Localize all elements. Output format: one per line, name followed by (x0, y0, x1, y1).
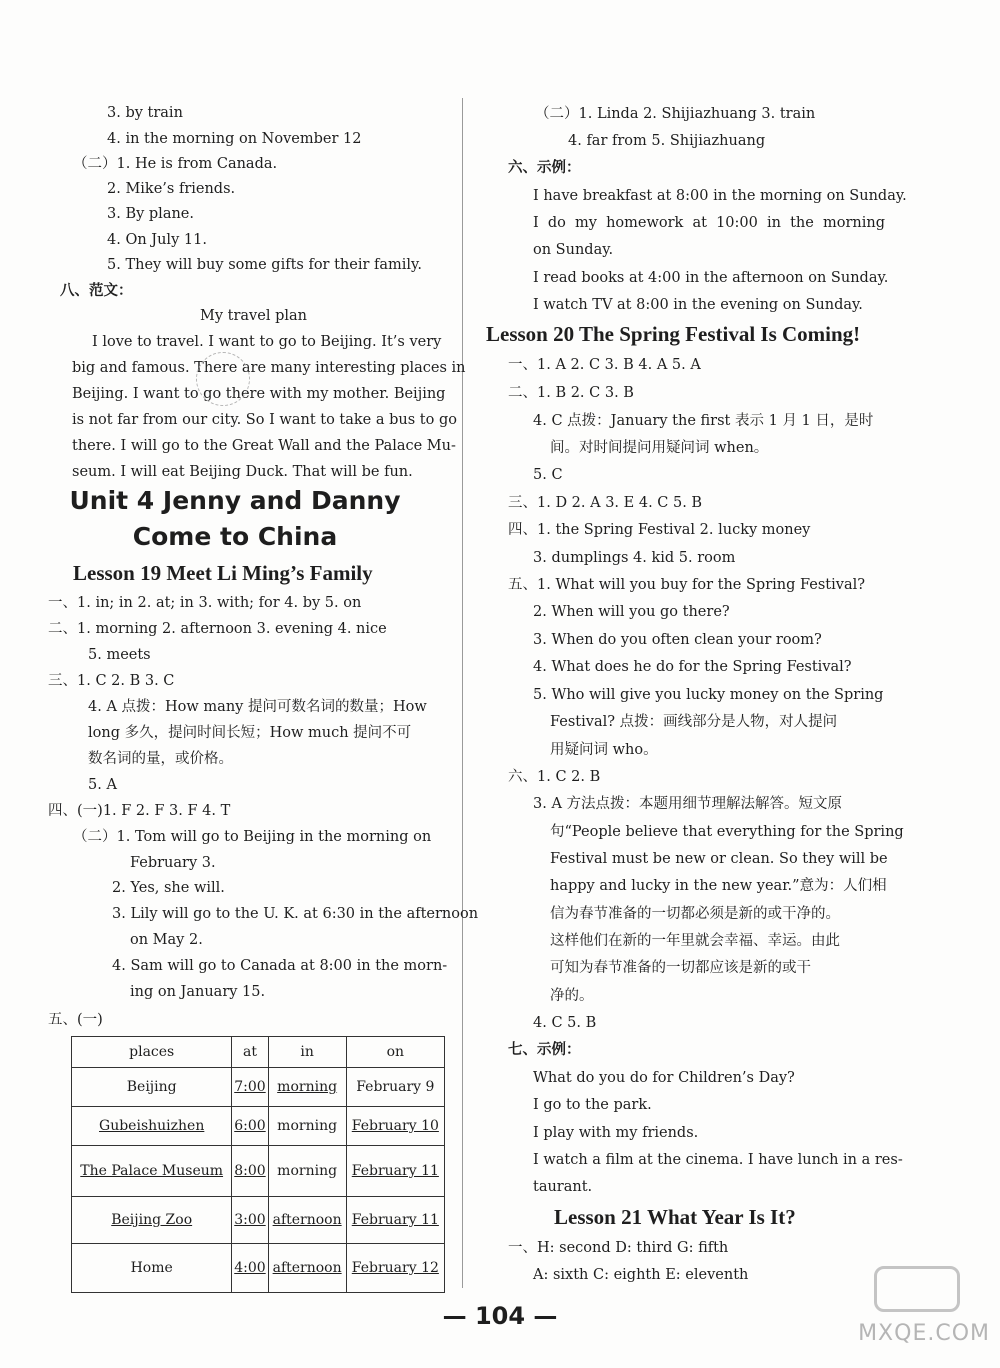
table-cell: Home (72, 1244, 232, 1293)
answer-line: 这样他们在新的一年里就会幸福、幸运。由此 (550, 933, 840, 949)
table-row (72, 1068, 445, 1107)
table-cell: 6:00 (232, 1107, 268, 1146)
answer-line: 五、(一) (48, 1012, 103, 1028)
answer-line: ing on January 15. (130, 984, 266, 1000)
answer-line: 数名词的量，或价格。 (88, 751, 233, 767)
table-header: places (72, 1037, 232, 1068)
answer-line: 可知为春节准备的一切都应该是新的或干 (550, 960, 811, 976)
table-header-row (72, 1037, 445, 1068)
travel-plan-table (71, 1036, 445, 1293)
answer-line: 4. Sam will go to Canada at 8:00 in the morn- (112, 958, 448, 974)
table-row (72, 1244, 445, 1293)
answer-line: 5. Who will give you lucky money on the Spring (533, 687, 884, 703)
lesson-title: Lesson 20 The Spring Festival Is Coming! (486, 322, 861, 346)
lesson-title: Lesson 21 What Year Is It? (554, 1205, 796, 1229)
table-cell: morning (268, 1107, 346, 1146)
answer-line: 3. By plane. (107, 206, 194, 222)
table-cell: Beijing Zoo (72, 1197, 232, 1244)
answer-line: Festival must be new or clean. So they will be (550, 851, 888, 867)
answer-line: 5. C (533, 467, 563, 483)
answer-line: 2. Mike’s friends. (107, 181, 236, 197)
section-heading: 六、示例： (508, 159, 581, 176)
section-heading: 八、范文： (60, 282, 133, 299)
table-header: in (268, 1037, 346, 1068)
answer-line: I watch TV at 8:00 in the evening on Sunday. (533, 297, 863, 313)
table-cell: 8:00 (232, 1146, 268, 1197)
answer-line: Festival? 点拨：画线部分是人物，对人提问 (550, 714, 838, 730)
answer-line: 2. When will you go there? (533, 604, 730, 620)
answer-line: 4. A 点拨：How many 提问可数名词的数量；How (88, 699, 427, 715)
answer-line: 三、1. C 2. B 3. C (48, 673, 175, 689)
answer-line: 4. On July 11. (107, 232, 207, 248)
answer-line: 一、1. in; in 2. at; in 3. with; for 4. by 5. on (48, 595, 362, 611)
stamp-mark (196, 352, 250, 406)
answer-line: February 3. (130, 855, 216, 871)
lesson-title: Lesson 19 Meet Li Ming’s Family (73, 561, 373, 585)
answer-line: 5. meets (88, 647, 151, 663)
answer-line: 信为春节准备的一切都必须是新的或干净的。 (550, 906, 840, 922)
answer-line: 净的。 (550, 988, 594, 1004)
answer-line: long 多久，提问时间长短；How much 提问不可 (88, 725, 412, 741)
table-cell: February 12 (346, 1244, 444, 1293)
table-cell: February 10 (346, 1107, 444, 1146)
answer-line: taurant. (533, 1179, 593, 1195)
table-cell: morning (268, 1068, 346, 1107)
answer-line: 3. A 方法点拨：本题用细节理解法解答。短文原 (533, 796, 843, 812)
essay-line: is not far from our city. So I want to take a bus to go (72, 412, 457, 428)
answer-line: on May 2. (130, 932, 203, 948)
answer-line: 六、1. C 2. B (508, 769, 601, 785)
answer-line: 二、1. B 2. C 3. B (508, 385, 634, 401)
answer-line: 4. far from 5. Shijiazhuang (568, 133, 766, 149)
answer-line: 4. in the morning on November 12 (107, 131, 362, 147)
answer-line: 间。对时间提问用疑问词 when。 (550, 440, 769, 456)
table-header: at (232, 1037, 268, 1068)
answer-line: （二）1. Linda 2. Shijiazhuang 3. train (535, 106, 816, 122)
table-cell: 4:00 (232, 1244, 268, 1293)
answer-line: A: sixth C: eighth E: eleventh (533, 1267, 749, 1283)
table-header: on (346, 1037, 444, 1068)
section-heading: 七、示例： (508, 1041, 581, 1058)
answer-line: 4. What does he do for the Spring Festival? (533, 659, 852, 675)
table-cell: afternoon (268, 1244, 346, 1293)
answer-line: 四、1. the Spring Festival 2. lucky money (508, 522, 811, 538)
answer-line: 3. by train (107, 105, 183, 121)
answer-line: 3. dumplings 4. kid 5. room (533, 550, 736, 566)
essay-line: seum. I will eat Beijing Duck. That will be fun. (72, 464, 413, 480)
table-cell: Beijing (72, 1068, 232, 1107)
essay-title: My travel plan (200, 308, 307, 324)
answer-line: 4. C 5. B (533, 1015, 597, 1031)
answer-line: 五、1. What will you buy for the Spring Festival? (508, 577, 865, 593)
table-cell: 7:00 (232, 1068, 268, 1107)
answer-line: 4. C 点拨：January the first 表示 1 月 1 日，是时 (533, 413, 874, 429)
answer-line: on Sunday. (533, 242, 614, 258)
table-row (72, 1107, 445, 1146)
answer-line: 5. A (88, 777, 117, 793)
table-cell: Gubeishuizhen (72, 1107, 232, 1146)
unit-title: Come to China (132, 522, 338, 551)
answer-line: 一、H: second D: third G: fifth (508, 1240, 729, 1256)
answer-line: 四、(一)1. F 2. F 3. F 4. T (48, 803, 231, 819)
column-divider (462, 98, 463, 1288)
table-row (72, 1146, 445, 1197)
essay-line: I love to travel. I want to go to Beijing. It’s very (92, 334, 442, 350)
watermark-logo (874, 1266, 960, 1312)
answer-line: 3. When do you often clean your room? (533, 632, 822, 648)
table-cell: 3:00 (232, 1197, 268, 1244)
table-cell: afternoon (268, 1197, 346, 1244)
answer-line: happy and lucky in the new year.”意为：人们相 (550, 878, 887, 894)
answer-line: I go to the park. (533, 1097, 652, 1113)
answer-line: 一、1. A 2. C 3. B 4. A 5. A (508, 357, 701, 373)
answer-line: 3. Lily will go to the U. K. at 6:30 in the afternoon (112, 906, 479, 922)
answer-line: I have breakfast at 8:00 in the morning on Sunday. (533, 188, 907, 204)
page-number: — 104 — (442, 1302, 558, 1330)
answer-line: 二、1. morning 2. afternoon 3. evening 4. nice (48, 621, 387, 637)
answer-line: （二）1. Tom will go to Beijing in the morning on (73, 829, 432, 845)
answer-line: 2. Yes, she will. (112, 880, 225, 896)
answer-line: 用疑问词 who。 (550, 742, 658, 758)
unit-title: Unit 4 Jenny and Danny (69, 486, 401, 515)
table-cell: The Palace Museum (72, 1146, 232, 1197)
table-cell: morning (268, 1146, 346, 1197)
answer-line: I watch a film at the cinema. I have lunch in a res- (533, 1152, 903, 1168)
table-cell: February 9 (346, 1068, 444, 1107)
table-row (72, 1197, 445, 1244)
essay-line: there. I will go to the Great Wall and the Palace Mu- (72, 438, 456, 454)
answer-line: What do you do for Children’s Day? (533, 1070, 795, 1086)
answer-line: 三、1. D 2. A 3. E 4. C 5. B (508, 495, 703, 511)
answer-line: 句“People believe that everything for the Spring (550, 824, 904, 840)
table-cell: February 11 (346, 1146, 444, 1197)
watermark-text: MXQE.COM (858, 1321, 990, 1346)
table-cell: February 11 (346, 1197, 444, 1244)
answer-line: I do my homework at 10:00 in the morning (533, 215, 885, 231)
answer-line: I read books at 4:00 in the afternoon on Sunday. (533, 270, 889, 286)
essay-line: big and famous. There are many interesting places in (72, 360, 466, 376)
essay-line: Beijing. I want to go there with my mother. Beijing (72, 386, 446, 402)
answer-line: （二）1. He is from Canada. (73, 156, 278, 172)
answer-line: I play with my friends. (533, 1125, 699, 1141)
answer-line: 5. They will buy some gifts for their family. (107, 257, 422, 273)
